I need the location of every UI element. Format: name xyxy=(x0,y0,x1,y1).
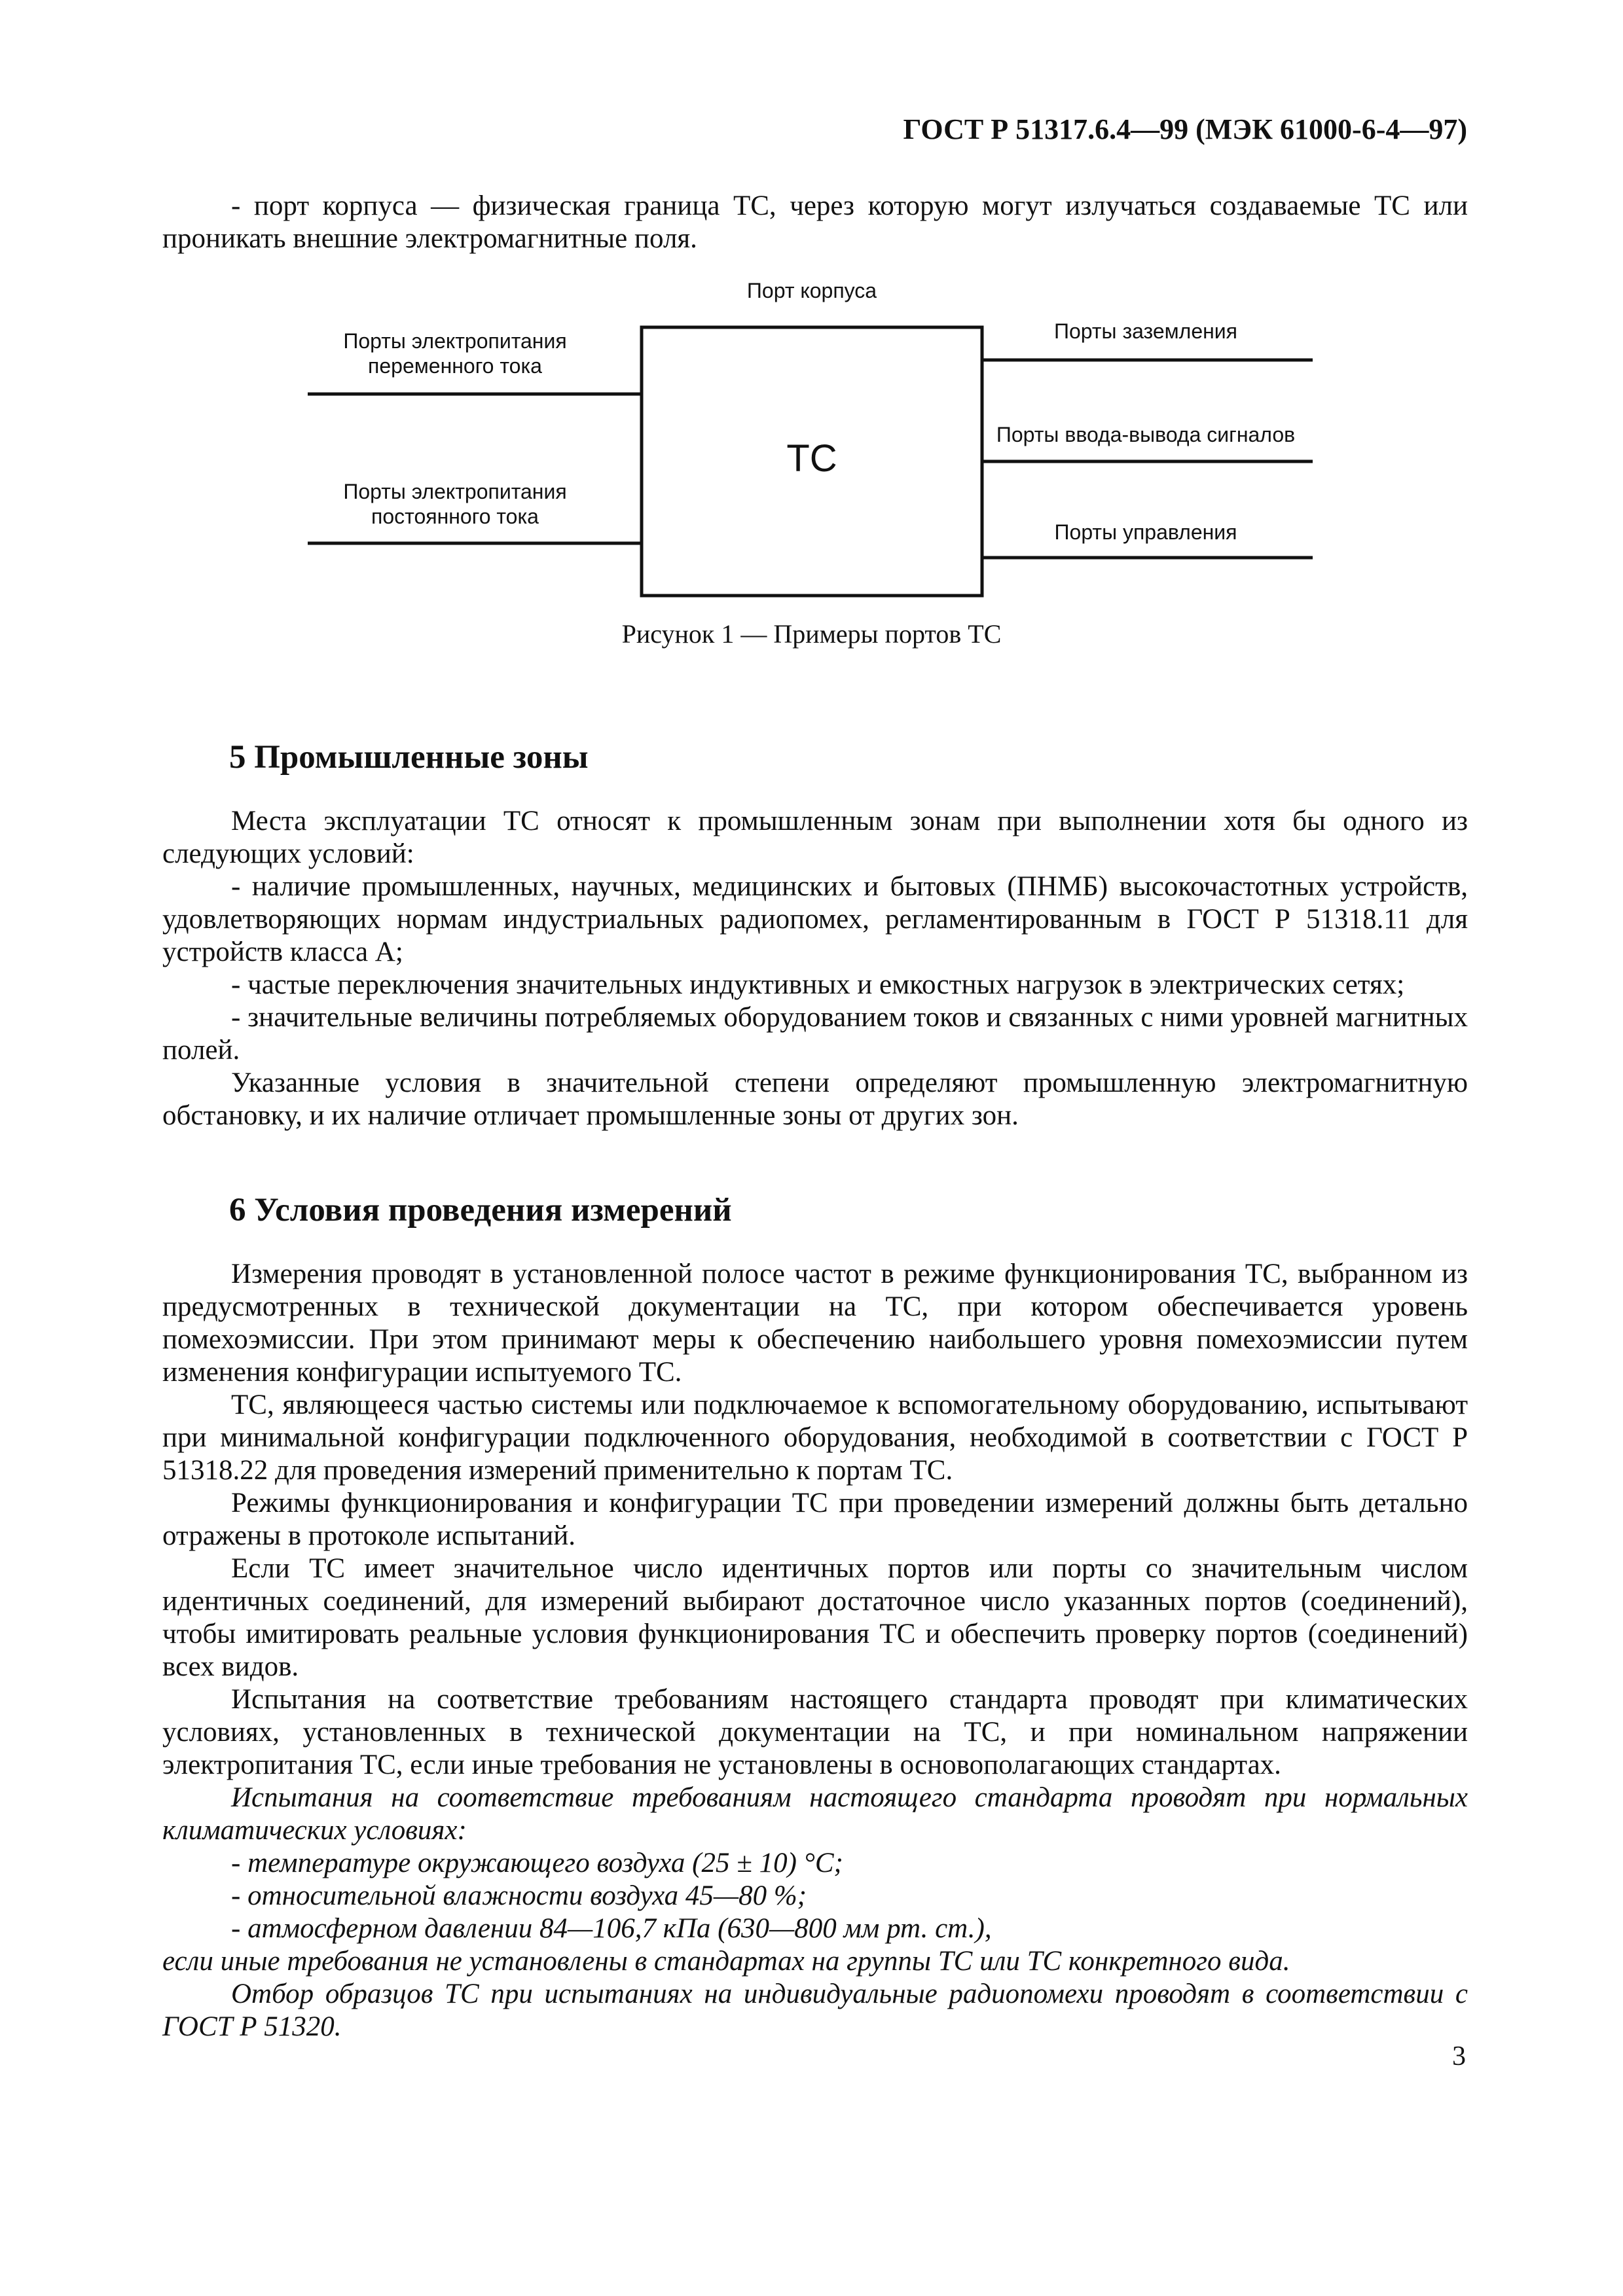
ac-power-label-line2: переменного тока xyxy=(368,354,542,378)
italic-paragraph: Испытания на соответствие требованиям настоящего стандарта проводят при нормальных климатических условиях: xyxy=(162,1782,1468,1846)
section-6-paragraph: ТС, являющееся частью системы или подключаемое к вспомогательному оборудованию, испытывают при минимальной конфигурации подключенного оборудования, необходимой в соответствии с ГОСТ Р 51318.22 для проведения измерений применительно к портам ТС. xyxy=(162,1390,1468,1486)
italic-paragraph: Отбор образцов ТС при испытаниях на индивидуальные радиопомехи проводят в соответствии с ГОСТ Р 51320. xyxy=(162,1979,1468,2042)
enclosure-port-label: Порт корпуса xyxy=(746,279,877,302)
dc-power-label-line1: Порты электропитания xyxy=(343,480,567,503)
section-5-paragraph: - значительные величины потребляемых оборудованием токов и связанных с ними уровней магнитных полей. xyxy=(162,1002,1468,1066)
section-6-body xyxy=(162,1258,1468,2043)
italic-list-item: - атмосферном давлении 84—106,7 кПа (630—800 мм рт. ст.), xyxy=(231,1913,992,1944)
italic-paragraph: если иные требования не установлены в стандартах на группы ТС или ТС конкретного вида. xyxy=(162,1946,1290,1977)
control-ports-label: Порты управления xyxy=(1054,520,1237,544)
document-header: ГОСТ Р 51317.6.4—99 (МЭК 61000-6-4—97) xyxy=(903,113,1467,145)
ts-label: ТС xyxy=(786,437,837,480)
section-5-paragraph: Указанные условия в значительной степени определяют промышленную электромагнитную обстановку, и их наличие отличает промышленные зоны от других зон. xyxy=(162,1067,1468,1131)
section-5-paragraph: - наличие промышленных, научных, медицинских и бытовых (ПНМБ) высокочастотных устройств, удовлетворяющих нормам индустриальных радиопомех, регламентированным в ГОСТ Р 51318.11 для устройств класса А; xyxy=(162,871,1468,967)
signal-ports-label: Порты ввода-вывода сигналов xyxy=(996,423,1296,446)
section-5-paragraph: Места эксплуатации ТС относят к промышленным зонам при выполнении хотя бы одного из следующих условий: xyxy=(162,806,1468,869)
italic-list-item: - температуре окружающего воздуха (25 ± 10) °С; xyxy=(231,1848,843,1878)
section-5-heading: 5 Промышленные зоны xyxy=(229,739,589,776)
page-number: 3 xyxy=(1452,2041,1466,2072)
section-6-paragraph: Испытания на соответствие требованиям настоящего стандарта проводят при климатических условиях, установленных в технической документации на ТС, и при номинальном напряжении электропитания ТС, если иные требования не установлены в основополагающих стандартах. xyxy=(162,1684,1468,1780)
section-6-paragraph: Измерения проводят в установленной полосе частот в режиме функционирования ТС, выбранном из предусмотренных в технической документации на ТС, при котором обеспечивается уровень помехоэмиссии. При этом принимают меры к обеспечению наибольшего уровня помехоэмиссии путем изменения конфигурации испытуемого ТС. xyxy=(162,1259,1468,1388)
section-6-heading: 6 Условия проведения измерений xyxy=(229,1192,732,1229)
ports-diagram xyxy=(288,275,1336,615)
ac-power-label-line1: Порты электропитания xyxy=(343,329,567,353)
section-6-paragraph: Если ТС имеет значительное число идентичных портов или порты со значительным числом идентичных соединений, для измерений выбирают достаточное число указанных портов (соединений), чтобы имитировать реальные условия функционирования ТС и обеспечить проверку портов (соединений) всех видов. xyxy=(162,1553,1468,1682)
section-6-paragraph: Режимы функционирования и конфигурации ТС при проведении измерений должны быть детально отражены в протоколе испытаний. xyxy=(162,1488,1468,1551)
italic-list-item: - относительной влажности воздуха 45—80 %; xyxy=(231,1880,807,1911)
figure-caption: Рисунок 1 — Примеры портов ТС xyxy=(621,619,1002,649)
intro-block xyxy=(162,190,1468,255)
section-5-body xyxy=(162,805,1468,1132)
dc-power-label-line2: постоянного тока xyxy=(371,505,539,528)
earth-ports-label: Порты заземления xyxy=(1054,319,1237,343)
intro-paragraph: - порт корпуса — физическая граница ТС, через которую могут излучаться создаваемые ТС или проникать внешние электромагнитные поля. xyxy=(162,190,1468,254)
section-5-paragraph: - частые переключения значительных индуктивных и емкостных нагрузок в электрических сетях; xyxy=(231,969,1405,1000)
